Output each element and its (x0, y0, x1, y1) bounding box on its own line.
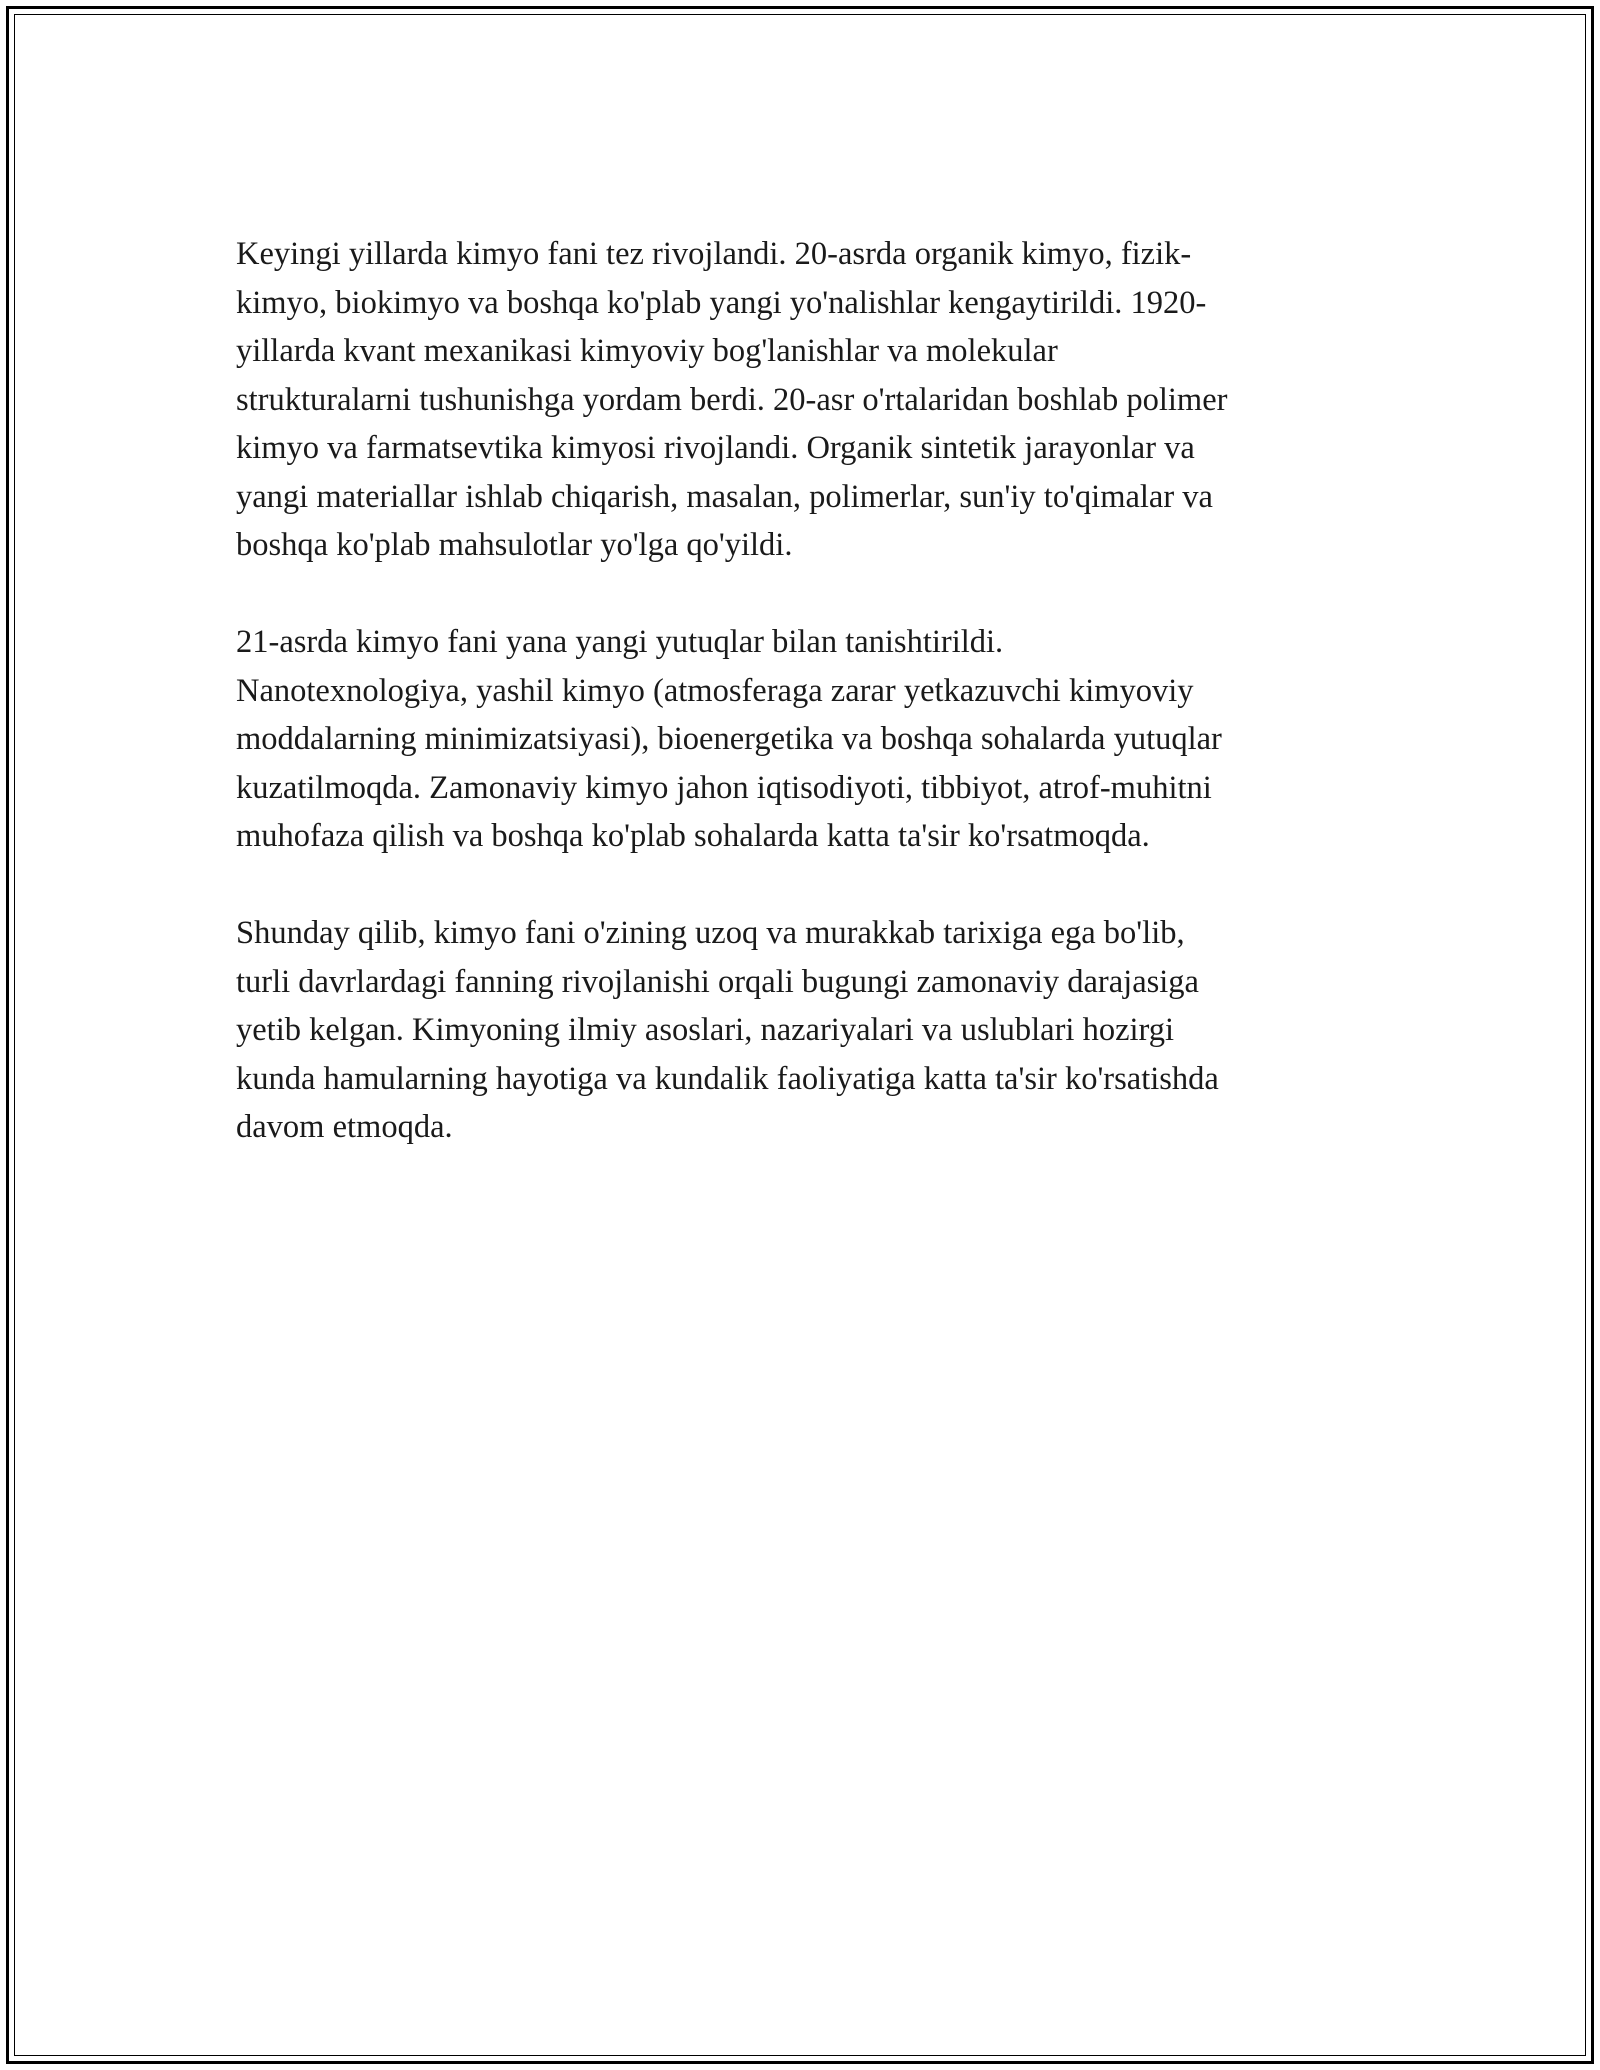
paragraph-3-line-5: davom etmoqda. (236, 1109, 453, 1145)
paragraph-3-line-4: kunda hamularning hayotiga va kundalik faoliyatiga katta ta'sir ko'rsatishda (236, 1060, 1219, 1097)
paragraph-2-line-2: Nanotexnologiya, yashil kimyo (atmosferaga zarar yetkazuvchi kimyoviy (236, 672, 1194, 709)
paragraph-3-line-2: turli davrlardagi fanning rivojlanishi orqali bugungi zamonaviy darajasiga (236, 963, 1199, 1000)
paragraph-2-line-5: muhofaza qilish va boshqa ko'plab sohalarda katta ta'sir ko'rsatmoqda. (236, 818, 1150, 854)
paragraph-1-line-6: yangi materiallar ishlab chiqarish, masalan, polimerlar, sun'iy to'qimalar va (236, 478, 1213, 515)
paragraph-1 (236, 230, 1366, 570)
paragraph-1-line-3: yillarda kvant mexanikasi kimyoviy bog'lanishlar va molekular (236, 333, 1058, 369)
paragraph-1-line-1: Keyingi yillarda kimyo fani tez rivojlandi. 20-asrda organik kimyo, fizik- (236, 236, 1192, 272)
paragraph-3 (236, 909, 1366, 1152)
paragraph-2-line-3: moddalarning minimizatsiyasi), bioenergetika va boshqa sohalarda yutuqlar (236, 721, 1222, 757)
paragraph-3-line-3: yetib kelgan. Kimyoning ilmiy asoslari, nazariyalari va uslublari hozirgi (236, 1012, 1175, 1048)
paragraph-2-line-4: kuzatilmoqda. Zamonaviy kimyo jahon iqtisodiyoti, tibbiyot, atrof-muhitni (236, 769, 1212, 806)
paragraph-3-line-1: Shunday qilib, kimyo fani o'zining uzoq va murakkab tarixiga ega bo'lib, (236, 915, 1185, 951)
paragraph-1-line-4: strukturalarni tushunishga yordam berdi. 20-asr o'rtalaridan boshlab polimer (236, 381, 1228, 418)
paragraph-1-line-5: kimyo va farmatsevtika kimyosi rivojlandi. Organik sintetik jarayonlar va (236, 430, 1195, 466)
paragraph-1-line-7: boshqa ko'plab mahsulotlar yo'lga qo'yildi. (236, 527, 793, 563)
paragraph-2 (236, 618, 1366, 861)
document-body (236, 230, 1366, 1200)
paragraph-1-line-2: kimyo, biokimyo va boshqa ko'plab yangi yo'nalishlar kengaytirildi. 1920- (236, 284, 1207, 321)
paragraph-2-line-1: 21-asrda kimyo fani yana yangi yutuqlar bilan tanishtirildi. (236, 624, 1004, 660)
